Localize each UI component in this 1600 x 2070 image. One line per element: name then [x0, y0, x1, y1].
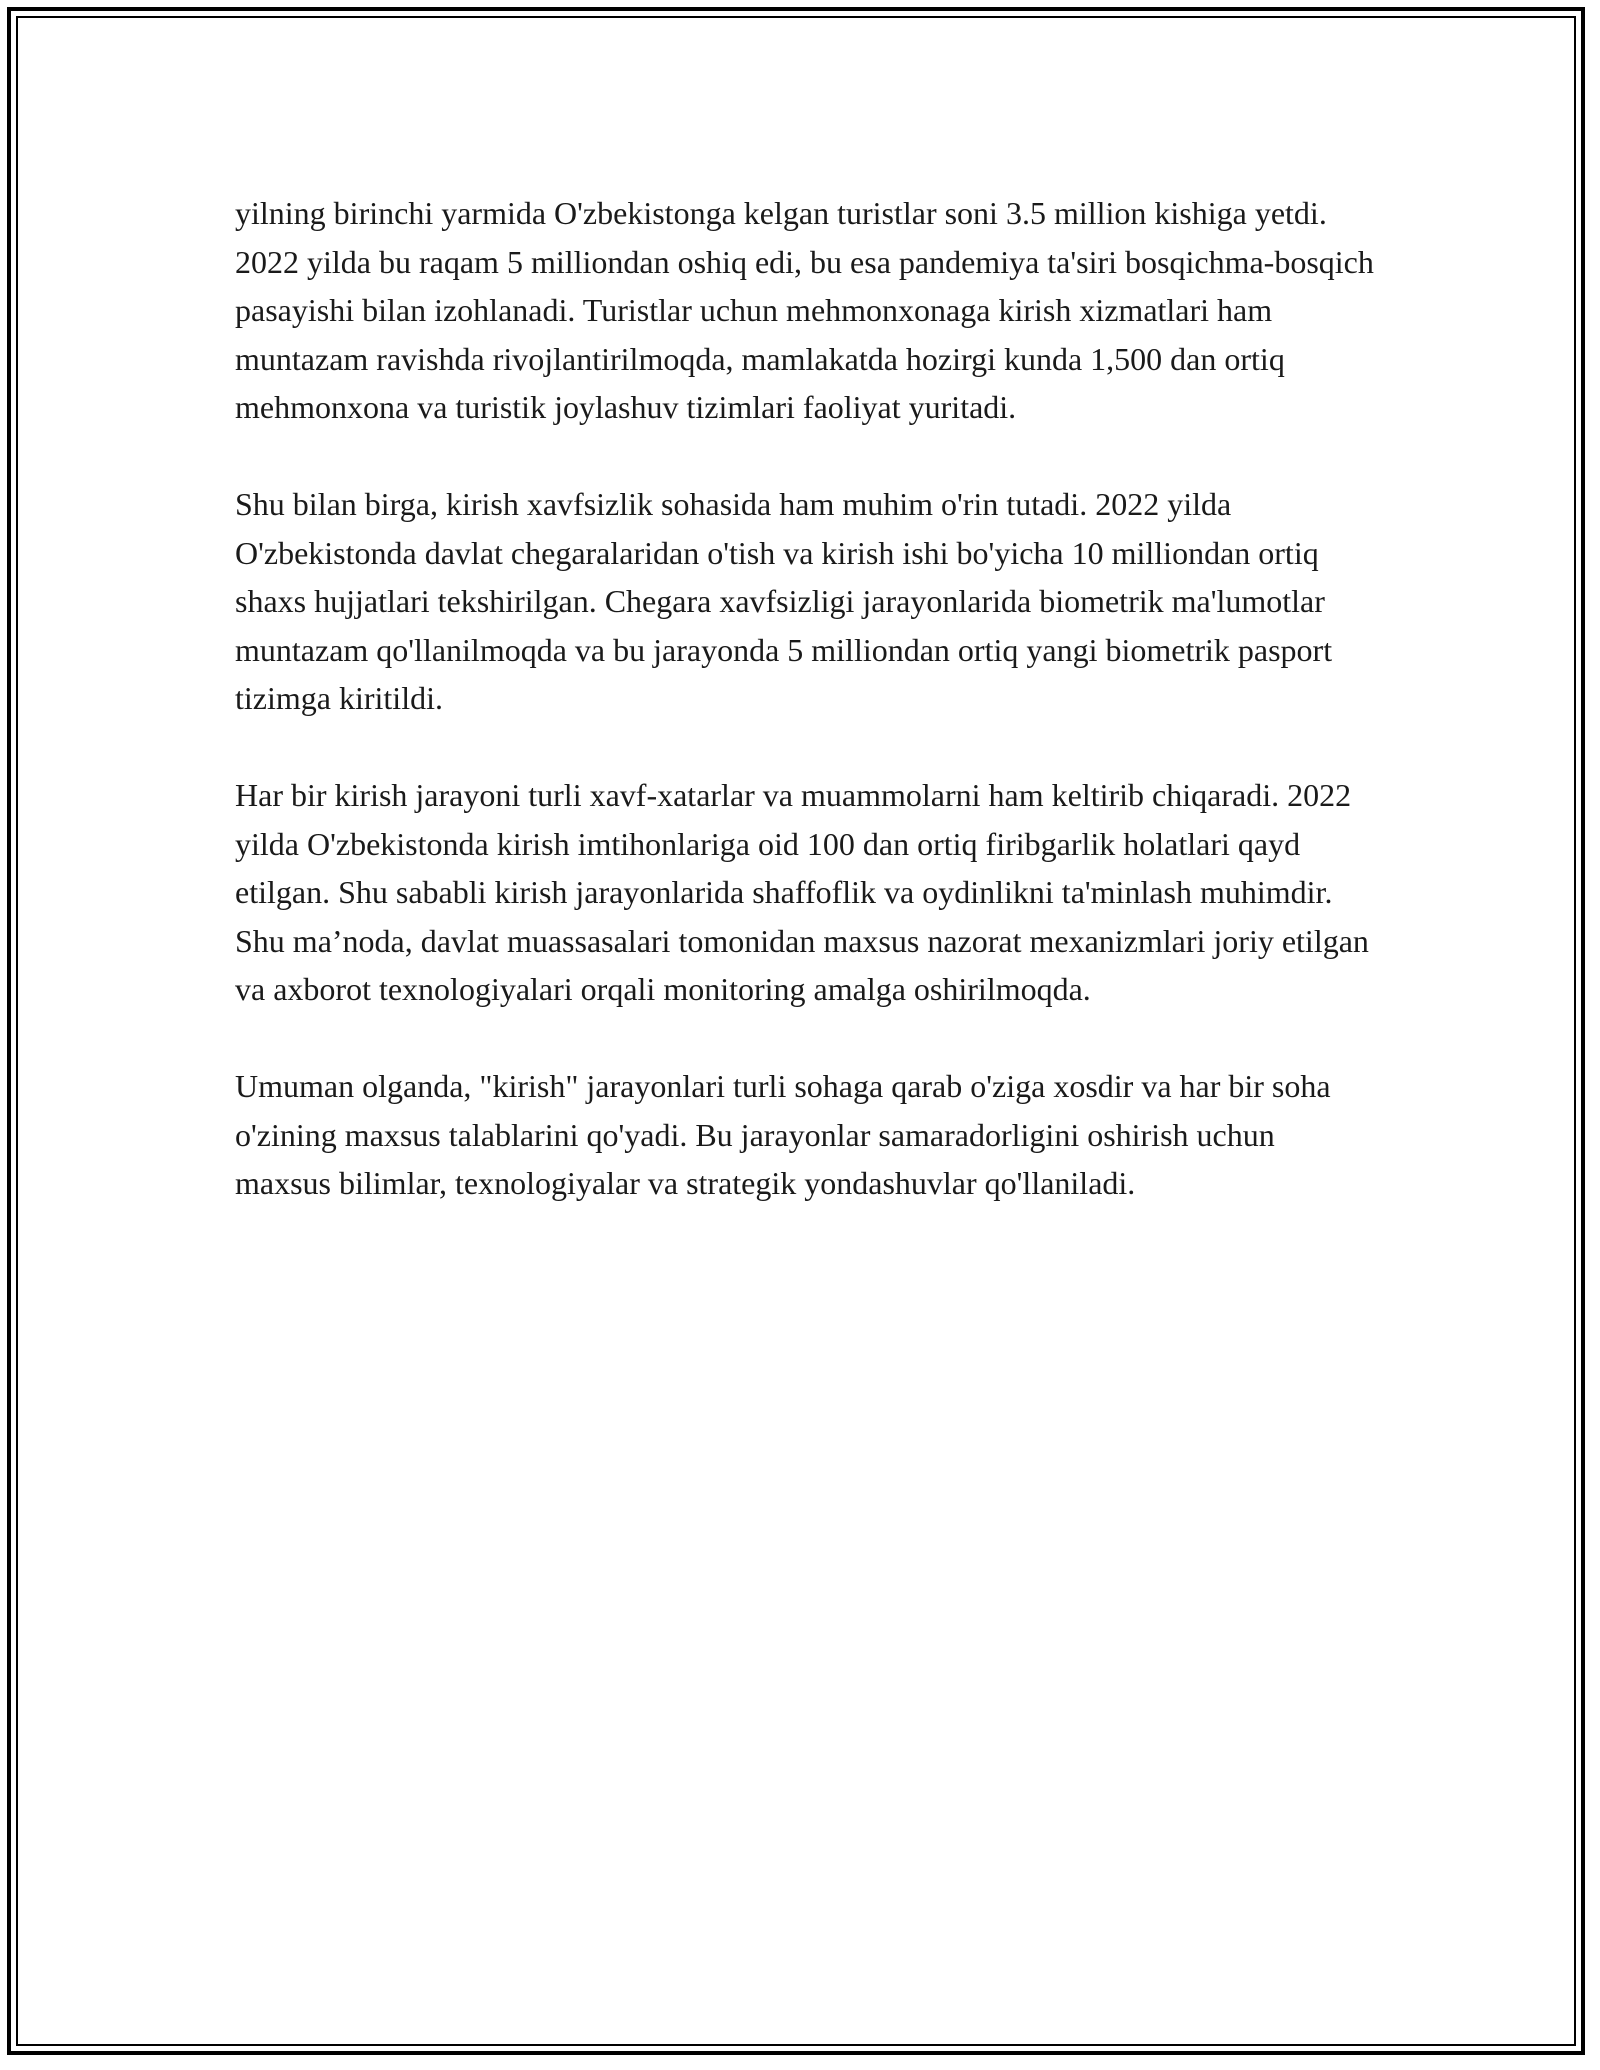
paragraph-2: Shu bilan birga, kirish xavfsizlik sohasida ham muhim o'rin tutadi. 2022 yilda O'zbekistonda davlat chegaralaridan o'tish va kirish ishi bo'yicha 10 milliondan ortiq shaxs hujjatlari tekshirilgan. Chegara xavfsizligi jarayonlarida biometrik ma'lumotlar muntazam qo'llanilmoqda va bu jarayonda 5 milliondan ortiq yangi biometrik pasport tizimga kiritildi.	[235, 486, 1333, 716]
paragraph-1: yilning birinchi yarmida O'zbekistonga kelgan turistlar soni 3.5 million kishiga yetdi. 2022 yilda bu raqam 5 milliondan oshiq edi, bu esa pandemiya ta'siri bosqichma-bosqich pasayishi bilan izohlanadi. Turistlar uchun mehmonxonaga kirish xizmatlari ham muntazam ravishda rivojlantirilmoqda, mamlakatda hozirgi kunda 1,500 dan ortiq mehmonxona va turistik joylashuv tizimlari faoliyat yuritadi.	[235, 195, 1374, 425]
paragraph-3: Har bir kirish jarayoni turli xavf-xatarlar va muammolarni ham keltirib chiqaradi. 2022 yilda O'zbekistonda kirish imtihonlariga oid 100 dan ortiq firibgarlik holatlari qayd etilgan. Shu sababli kirish jarayonlarida shaffoflik va oydinlikni ta'minlash muhimdir. Shu ma’noda, davlat muassasalari tomonidan maxsus nazorat mexanizmlari joriy etilgan va axborot texnologiyalari orqali monitoring amalga oshirilmoqda.	[235, 777, 1369, 1007]
document-body	[235, 189, 1375, 1256]
paragraph-4: Umuman olganda, "kirish" jarayonlari turli sohaga qarab o'ziga xosdir va har bir soha o'zining maxsus talablarini qo'yadi. Bu jarayonlar samaradorligini oshirish uchun maxsus bilimlar, texnologiyalar va strategik yondashuvlar qo'llaniladi.	[235, 1068, 1331, 1201]
